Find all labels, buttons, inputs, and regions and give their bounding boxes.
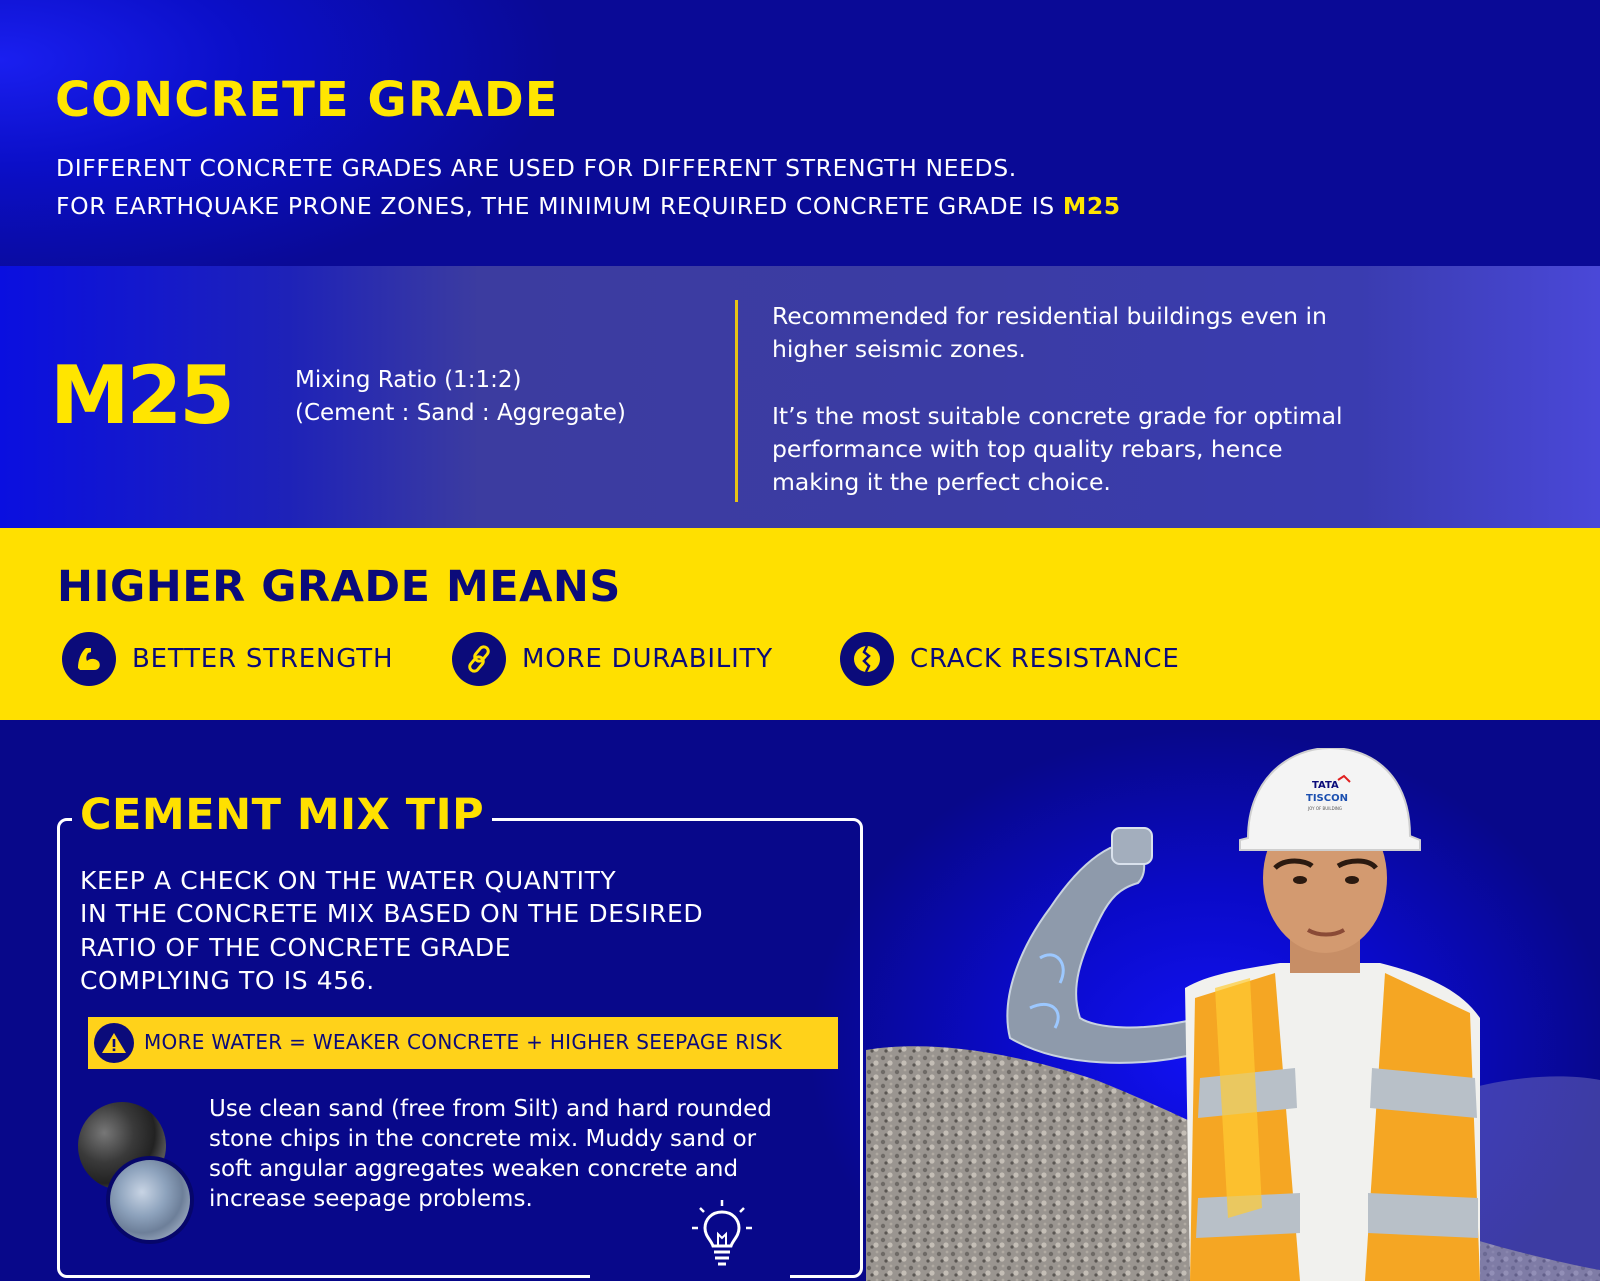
intro-line-2-text: FOR EARTHQUAKE PRONE ZONES, THE MINIMUM REQUIRED CONCRETE GRADE IS — [56, 192, 1063, 220]
worker-illustration — [1000, 748, 1600, 1281]
sand-tip-line: stone chips in the concrete mix. Muddy sand or — [209, 1126, 757, 1152]
tip-line: RATIO OF THE CONCRETE GRADE — [80, 933, 512, 962]
intro-line-2 — [56, 192, 1121, 220]
benefit-label: MORE DURABILITY — [522, 644, 773, 674]
tip-line: IN THE CONCRETE MIX BASED ON THE DESIRED — [80, 899, 704, 928]
recommendation-line: It’s the most suitable concrete grade for optimal — [772, 402, 1343, 430]
benefit-label: BETTER STRENGTH — [132, 644, 394, 674]
flexed-arm-icon — [62, 632, 116, 686]
box-border-gap — [590, 1274, 790, 1278]
recommendation-line: Recommended for residential buildings even in — [772, 302, 1327, 330]
recommendation-line: higher seismic zones. — [772, 335, 1026, 363]
chain-link-icon — [452, 632, 506, 686]
warning-icon — [94, 1023, 134, 1063]
recommendation-line: making it the perfect choice. — [772, 468, 1111, 496]
sand-tip-line: soft angular aggregates weaken concrete and — [209, 1156, 739, 1182]
tip-title: CEMENT MIX TIP — [72, 790, 492, 840]
warning-text: MORE WATER = WEAKER CONCRETE + HIGHER SEEPAGE RISK — [144, 1030, 783, 1054]
mixing-ratio: Mixing Ratio (1:1:2) — [295, 367, 522, 393]
page-title: CONCRETE GRADE — [55, 72, 559, 128]
lightbulb-icon — [692, 1198, 752, 1274]
clean-sand-image — [106, 1156, 194, 1244]
mixing-ratio-legend: (Cement : Sand : Aggregate) — [295, 400, 626, 426]
warning-banner — [88, 1017, 838, 1069]
tip-line: KEEP A CHECK ON THE WATER QUANTITY — [80, 866, 617, 895]
sand-tip-line: Use clean sand (free from Silt) and hard rounded — [209, 1096, 772, 1122]
helmet-brand-line-1: TATA — [1312, 780, 1339, 791]
divider — [735, 300, 738, 502]
benefits-title: HIGHER GRADE MEANS — [57, 562, 621, 612]
tip-line: COMPLYING TO IS 456. — [80, 966, 375, 995]
benefit-label: CRACK RESISTANCE — [910, 644, 1180, 674]
recommendation-line: performance with top quality rebars, hence — [772, 435, 1283, 463]
intro-line-1: DIFFERENT CONCRETE GRADES ARE USED FOR DIFFERENT STRENGTH NEEDS. — [56, 154, 1017, 182]
header-section — [0, 0, 1600, 266]
grade-name: M25 — [50, 349, 232, 442]
sand-tip-line: increase seepage problems. — [209, 1186, 533, 1212]
crack-icon — [840, 632, 894, 686]
helmet-brand-line-3: JOY OF BUILDING — [1308, 806, 1342, 811]
benefits-band — [0, 528, 1600, 720]
intro-line-2-accent: M25 — [1062, 192, 1121, 220]
helmet-brand-line-2: TISCON — [1306, 793, 1348, 804]
